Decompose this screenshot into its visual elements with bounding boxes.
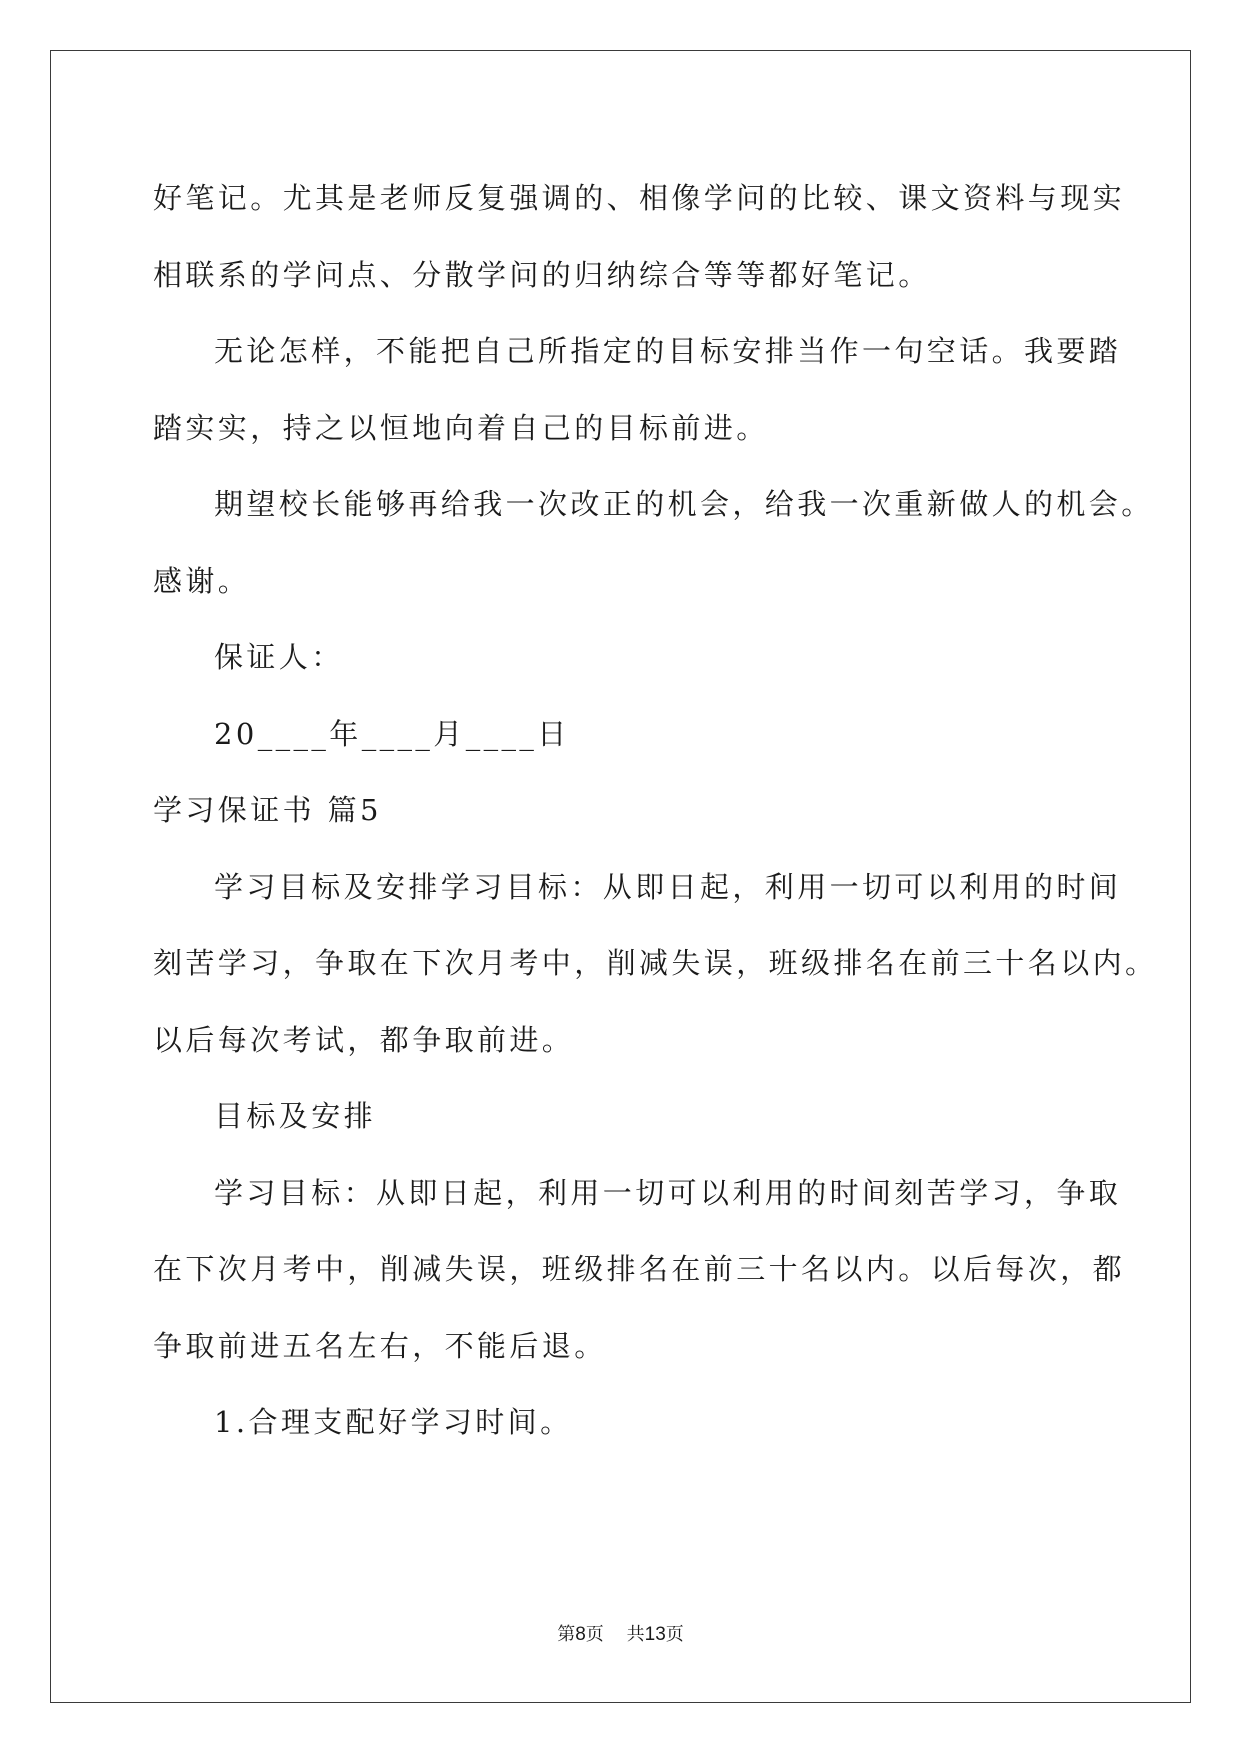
footer-total-suffix: 页: [665, 1624, 684, 1645]
text-line: 争取前进五名左右，不能后退。: [153, 1328, 607, 1363]
text-line: 感谢。: [153, 563, 251, 598]
section-heading: 学习保证书 篇5: [153, 793, 382, 827]
list-item: 1.合理支配好学习时间。: [214, 1405, 573, 1439]
text-line: 相联系的学问点、分散学问的归纳综合等等都好笔记。: [153, 257, 931, 292]
page-footer: [0, 1620, 1241, 1646]
document-body: [153, 160, 1158, 1461]
text-line: 好笔记。尤其是老师反复强调的、相像学问的比较、课文资料与现实: [153, 181, 1126, 215]
total-page-count: 13: [644, 1624, 666, 1645]
text-line: 刻苦学习，争取在下次月考中，削减失误，班级排名在前三十名以内。: [153, 946, 1158, 980]
text-line: 无论怎样，不能把自己所指定的目标安排当作一句空话。我要踏: [214, 334, 1122, 368]
footer-total-prefix: 共: [626, 1624, 645, 1645]
footer-page-suffix: 页: [585, 1624, 604, 1645]
date-line: 20____年____月____日: [214, 716, 570, 751]
text-line: 以后每次考试，都争取前进。: [153, 1022, 575, 1057]
text-line: 期望校长能够再给我一次改正的机会，给我一次重新做人的机会。: [214, 487, 1154, 521]
text-line: 学习目标：从即日起，利用一切可以利用的时间刻苦学习，争取: [214, 1175, 1122, 1210]
text-line: 学习目标及安排学习目标：从即日起，利用一切可以利用的时间: [214, 869, 1122, 904]
subheading: 目标及安排: [214, 1099, 377, 1133]
text-line: 踏实实，持之以恒地向着自己的目标前进。: [153, 410, 769, 445]
footer-prefix: 第: [557, 1624, 576, 1645]
signer-label: 保证人：: [214, 640, 344, 674]
text-line: 在下次月考中，削减失误，班级排名在前三十名以内。以后每次，都: [153, 1252, 1126, 1286]
current-page-number: 8: [575, 1624, 586, 1645]
